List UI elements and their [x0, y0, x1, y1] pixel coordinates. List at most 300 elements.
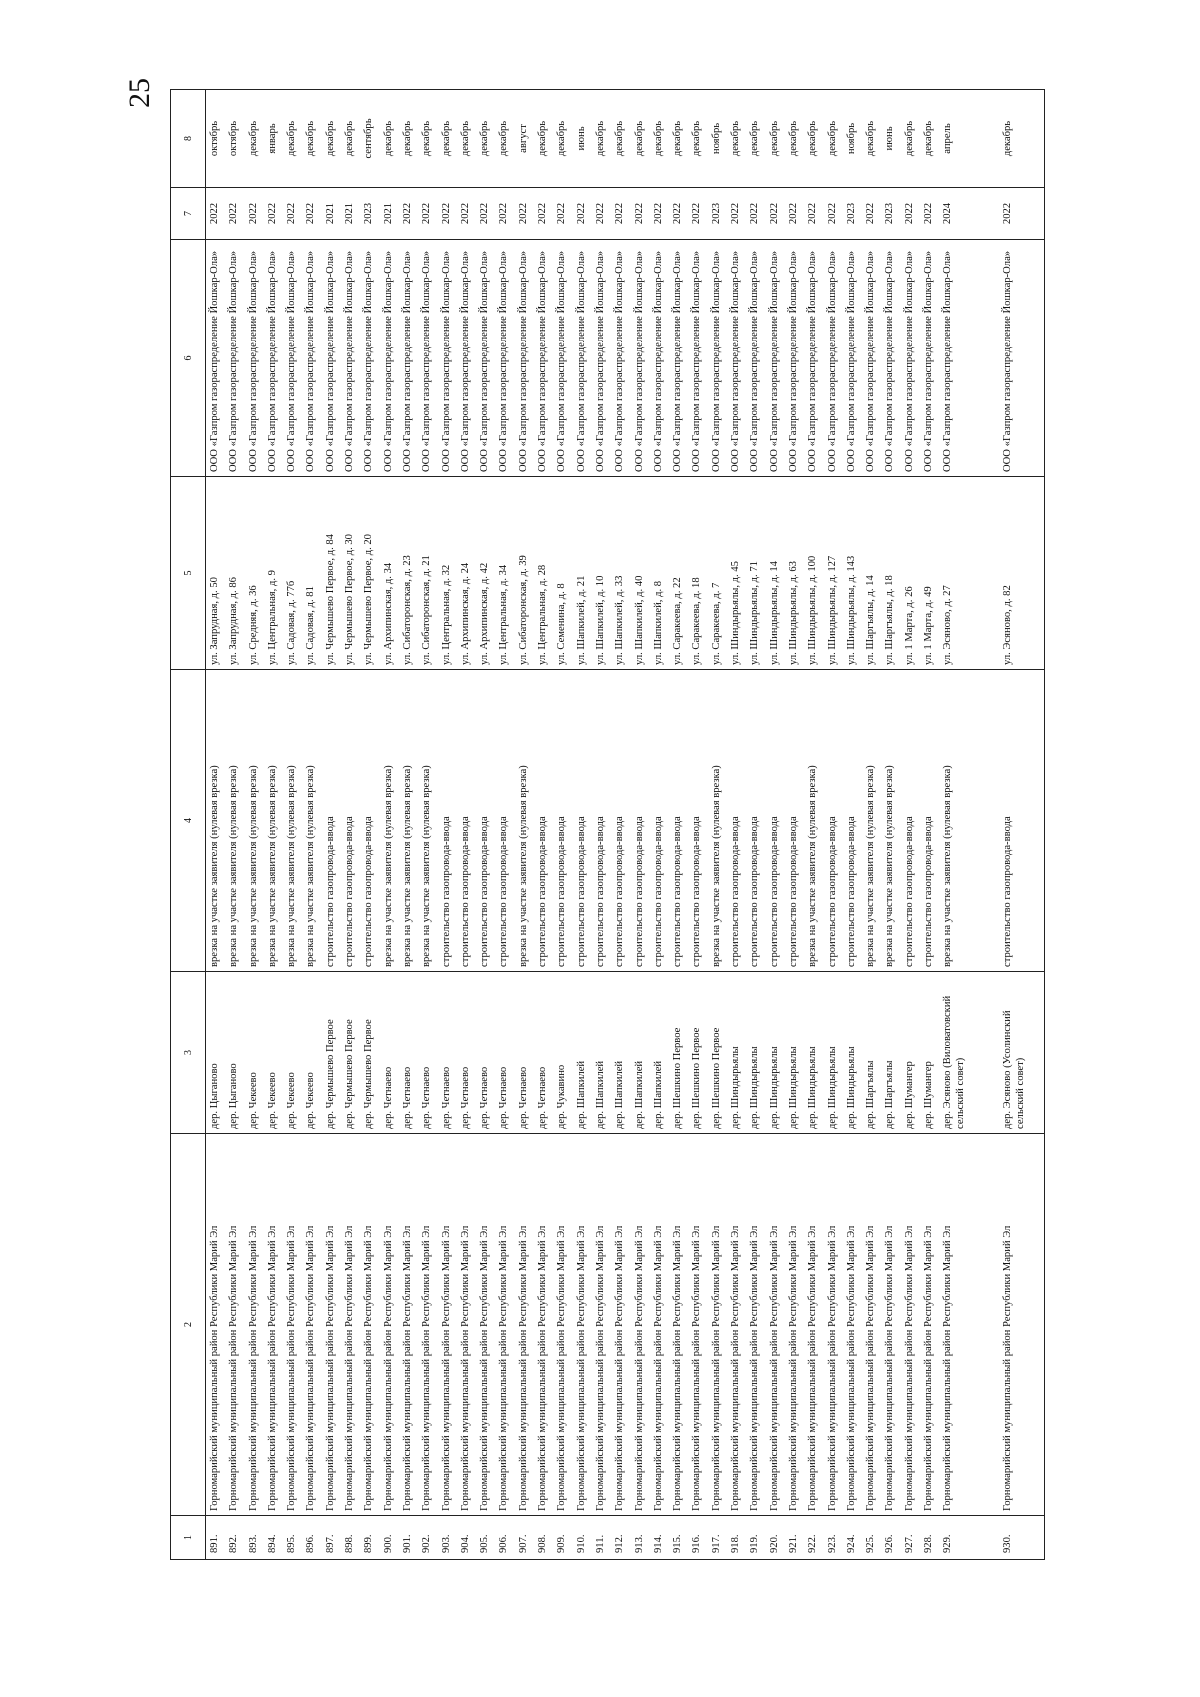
- table-row: [824, 90, 843, 1560]
- row-number: 910.: [573, 1516, 592, 1560]
- organization-cell: ООО «Газпром газораспределение Йошкар-Ола»: [418, 240, 437, 477]
- district-cell: Горномарийский муниципальный район Республики Марий Эл: [824, 1134, 843, 1516]
- settlement-cell: дер. Четнаево: [495, 972, 514, 1134]
- table-row: [302, 90, 321, 1560]
- year-cell: 2022: [999, 188, 1045, 240]
- settlement-cell: дер. Шапкилей: [611, 972, 630, 1134]
- row-number: 906.: [495, 1516, 514, 1560]
- row-number: 902.: [418, 1516, 437, 1560]
- month-cell: декабрь: [476, 90, 495, 188]
- row-number: 916.: [688, 1516, 707, 1560]
- address-cell: ул. Центральная, д. 9: [264, 477, 283, 670]
- district-cell: Горномарийский муниципальный район Республики Марий Эл: [688, 1134, 707, 1516]
- district-cell: Горномарийский муниципальный район Республики Марий Эл: [418, 1134, 437, 1516]
- district-cell: Горномарийский муниципальный район Республики Марий Эл: [438, 1134, 457, 1516]
- work-type-cell: врезка на участке заявителя (нулевая врезка): [804, 670, 823, 972]
- organization-cell: ООО «Газпром газораспределение Йошкар-Ола»: [785, 240, 804, 477]
- organization-cell: ООО «Газпром газораспределение Йошкар-Ола»: [515, 240, 534, 477]
- settlement-cell: дер. Четнаево: [515, 972, 534, 1134]
- table-row: [611, 90, 630, 1560]
- month-cell: декабрь: [245, 90, 264, 188]
- work-type-cell: врезка на участке заявителя (нулевая врезка): [245, 670, 264, 972]
- year-cell: 2021: [380, 188, 399, 240]
- address-cell: ул. Шаргъялы, д. 18: [881, 477, 900, 670]
- work-type-cell: строительство газопровода-ввода: [920, 670, 939, 972]
- table-row: [225, 90, 244, 1560]
- page-number: 25: [123, 78, 156, 108]
- settlement-cell: дер. Четнаево: [457, 972, 476, 1134]
- district-cell: Горномарийский муниципальный район Республики Марий Эл: [302, 1134, 321, 1516]
- district-cell: Горномарийский муниципальный район Республики Марий Эл: [322, 1134, 341, 1516]
- table-row: [688, 90, 707, 1560]
- table-row: [862, 90, 881, 1560]
- month-cell: декабрь: [553, 90, 572, 188]
- table-row: [264, 90, 283, 1560]
- address-cell: ул. Сибаторонская, д. 39: [515, 477, 534, 670]
- organization-cell: ООО «Газпром газораспределение Йошкар-Ола»: [380, 240, 399, 477]
- month-cell: декабрь: [380, 90, 399, 188]
- settlement-cell: дер. Четнаево: [438, 972, 457, 1134]
- address-cell: ул. Шаргъялы, д. 14: [862, 477, 881, 670]
- work-type-cell: врезка на участке заявителя (нулевая врезка): [302, 670, 321, 972]
- address-cell: ул. Запрудная, д. 50: [206, 477, 226, 670]
- row-number: 922.: [804, 1516, 823, 1560]
- address-cell: ул. Семенина, д. 8: [553, 477, 572, 670]
- row-number: 901.: [399, 1516, 418, 1560]
- year-cell: 2022: [901, 188, 920, 240]
- settlement-cell: дер. Шиндырьялы: [727, 972, 746, 1134]
- address-cell: ул. Саракеева, д. 18: [688, 477, 707, 670]
- district-cell: Горномарийский муниципальный район Республики Марий Эл: [553, 1134, 572, 1516]
- settlement-cell: дер. Шаргъялы: [862, 972, 881, 1134]
- table-row: [592, 90, 611, 1560]
- month-cell: декабрь: [688, 90, 707, 188]
- address-cell: ул. Запрудная, д. 86: [225, 477, 244, 670]
- district-cell: Горномарийский муниципальный район Республики Марий Эл: [708, 1134, 727, 1516]
- table-row: [999, 90, 1045, 1560]
- work-type-cell: врезка на участке заявителя (нулевая врезка): [283, 670, 302, 972]
- work-type-cell: строительство газопровода-ввода: [746, 670, 765, 972]
- settlement-cell: дер. Четнаево: [418, 972, 437, 1134]
- year-cell: 2022: [206, 188, 226, 240]
- month-cell: декабрь: [727, 90, 746, 188]
- year-cell: 2022: [688, 188, 707, 240]
- address-cell: ул. Архипинская, д. 34: [380, 477, 399, 670]
- settlement-cell: дер. Чекеево: [302, 972, 321, 1134]
- work-type-cell: врезка на участке заявителя (нулевая врезка): [225, 670, 244, 972]
- year-cell: 2023: [881, 188, 900, 240]
- address-cell: ул. Шиндырьялы, д. 14: [766, 477, 785, 670]
- year-cell: 2024: [939, 188, 984, 240]
- settlement-cell: дер. Шиндырьялы: [824, 972, 843, 1134]
- work-type-cell: врезка на участке заявителя (нулевая врезка): [399, 670, 418, 972]
- year-cell: 2022: [920, 188, 939, 240]
- table-row: [843, 90, 862, 1560]
- organization-cell: ООО «Газпром газораспределение Йошкар-Ола»: [592, 240, 611, 477]
- organization-cell: ООО «Газпром газораспределение Йошкар-Ола»: [688, 240, 707, 477]
- organization-cell: ООО «Газпром газораспределение Йошкар-Ола»: [727, 240, 746, 477]
- month-cell: декабрь: [495, 90, 514, 188]
- row-number: 897.: [322, 1516, 341, 1560]
- table-row: [727, 90, 746, 1560]
- district-cell: Горномарийский муниципальный район Республики Марий Эл: [495, 1134, 514, 1516]
- spacer-cell: [984, 477, 999, 670]
- row-number: 907.: [515, 1516, 534, 1560]
- row-number: 921.: [785, 1516, 804, 1560]
- district-cell: Горномарийский муниципальный район Республики Марий Эл: [901, 1134, 920, 1516]
- settlement-cell: дер. Чермышево Первое: [322, 972, 341, 1134]
- table-row: [438, 90, 457, 1560]
- settlement-cell: дер. Эсяново (Усолинский сельский совет): [999, 972, 1045, 1134]
- address-cell: ул. Шиндырьялы, д. 127: [824, 477, 843, 670]
- year-cell: 2021: [322, 188, 341, 240]
- month-cell: декабрь: [650, 90, 669, 188]
- row-number: 904.: [457, 1516, 476, 1560]
- district-cell: Горномарийский муниципальный район Республики Марий Эл: [650, 1134, 669, 1516]
- address-cell: ул. Шапкилей, д. 8: [650, 477, 669, 670]
- address-cell: ул. Эсяново, д. 82: [999, 477, 1045, 670]
- organization-cell: ООО «Газпром газораспределение Йошкар-Ола»: [495, 240, 514, 477]
- table-row: [920, 90, 939, 1560]
- settlement-cell: дер. Чермышево Первое: [360, 972, 379, 1134]
- month-cell: октябрь: [225, 90, 244, 188]
- table-row: [766, 90, 785, 1560]
- spacer-cell: [984, 1134, 999, 1516]
- table-row: [245, 90, 264, 1560]
- organization-cell: ООО «Газпром газораспределение Йошкар-Ола»: [824, 240, 843, 477]
- district-cell: Горномарийский муниципальный район Республики Марий Эл: [573, 1134, 592, 1516]
- year-cell: 2022: [592, 188, 611, 240]
- district-cell: Горномарийский муниципальный район Республики Марий Эл: [283, 1134, 302, 1516]
- year-cell: 2023: [708, 188, 727, 240]
- year-cell: 2022: [785, 188, 804, 240]
- row-number: 911.: [592, 1516, 611, 1560]
- spacer-cell: [984, 188, 999, 240]
- address-cell: ул. Шиндырьялы, д. 45: [727, 477, 746, 670]
- settlement-cell: дер. Шиндырьялы: [746, 972, 765, 1134]
- district-cell: Горномарийский муниципальный район Республики Марий Эл: [939, 1134, 984, 1516]
- column-header: 3: [171, 972, 206, 1134]
- work-type-cell: строительство газопровода-ввода: [843, 670, 862, 972]
- district-cell: Горномарийский муниципальный район Республики Марий Эл: [881, 1134, 900, 1516]
- work-type-cell: строительство газопровода-ввода: [901, 670, 920, 972]
- organization-cell: ООО «Газпром газораспределение Йошкар-Ола»: [708, 240, 727, 477]
- organization-cell: ООО «Газпром газораспределение Йошкар-Ола»: [862, 240, 881, 477]
- month-cell: декабрь: [804, 90, 823, 188]
- organization-cell: ООО «Газпром газораспределение Йошкар-Ола»: [283, 240, 302, 477]
- row-number: 895.: [283, 1516, 302, 1560]
- organization-cell: ООО «Газпром газораспределение Йошкар-Ола»: [264, 240, 283, 477]
- work-type-cell: врезка на участке заявителя (нулевая врезка): [939, 670, 984, 972]
- address-cell: ул. Шапкилей, д. 33: [611, 477, 630, 670]
- work-type-cell: строительство газопровода-ввода: [688, 670, 707, 972]
- month-cell: октябрь: [206, 90, 226, 188]
- organization-cell: ООО «Газпром газораспределение Йошкар-Ола»: [766, 240, 785, 477]
- column-header: 7: [171, 188, 206, 240]
- district-cell: Горномарийский муниципальный район Республики Марий Эл: [746, 1134, 765, 1516]
- settlement-cell: дер. Шиндырьялы: [804, 972, 823, 1134]
- table-row: [553, 90, 572, 1560]
- work-type-cell: врезка на участке заявителя (нулевая врезка): [206, 670, 226, 972]
- column-header: 5: [171, 477, 206, 670]
- month-cell: июнь: [573, 90, 592, 188]
- organization-cell: ООО «Газпром газораспределение Йошкар-Ола»: [611, 240, 630, 477]
- month-cell: ноябрь: [843, 90, 862, 188]
- district-cell: Горномарийский муниципальный район Республики Марий Эл: [341, 1134, 360, 1516]
- year-cell: 2022: [669, 188, 688, 240]
- month-cell: декабрь: [283, 90, 302, 188]
- row-spacer: [984, 90, 999, 1560]
- year-cell: 2022: [457, 188, 476, 240]
- table-row: [785, 90, 804, 1560]
- row-number: 918.: [727, 1516, 746, 1560]
- district-cell: Горномарийский муниципальный район Республики Марий Эл: [669, 1134, 688, 1516]
- address-cell: ул. Шапкилей, д. 40: [631, 477, 650, 670]
- address-cell: ул. Садовая, д. 77б: [283, 477, 302, 670]
- year-cell: 2022: [727, 188, 746, 240]
- work-type-cell: врезка на участке заявителя (нулевая врезка): [380, 670, 399, 972]
- year-cell: 2022: [245, 188, 264, 240]
- address-cell: ул. Шиндырьялы, д. 63: [785, 477, 804, 670]
- settlement-cell: дер. Шешкино Первое: [669, 972, 688, 1134]
- row-number: 920.: [766, 1516, 785, 1560]
- settlement-cell: дер. Чермышево Первое: [341, 972, 360, 1134]
- work-type-cell: строительство газопровода-ввода: [476, 670, 495, 972]
- row-number: 894.: [264, 1516, 283, 1560]
- organization-cell: ООО «Газпром газораспределение Йошкар-Ола»: [573, 240, 592, 477]
- settlement-cell: дер. Чекеево: [283, 972, 302, 1134]
- address-cell: ул. Сибаторонская, д. 21: [418, 477, 437, 670]
- organization-cell: ООО «Газпром газораспределение Йошкар-Ола»: [553, 240, 572, 477]
- settlement-cell: дер. Шапкилей: [573, 972, 592, 1134]
- organization-cell: ООО «Газпром газораспределение Йошкар-Ола»: [804, 240, 823, 477]
- row-number: 905.: [476, 1516, 495, 1560]
- district-cell: Горномарийский муниципальный район Республики Марий Эл: [534, 1134, 553, 1516]
- table-row: [708, 90, 727, 1560]
- table-row: [399, 90, 418, 1560]
- table-row: [206, 90, 226, 1560]
- year-cell: 2022: [746, 188, 765, 240]
- district-cell: Горномарийский муниципальный район Республики Марий Эл: [862, 1134, 881, 1516]
- settlement-cell: дер. Четнаево: [476, 972, 495, 1134]
- row-number: 898.: [341, 1516, 360, 1560]
- year-cell: 2022: [862, 188, 881, 240]
- district-cell: Горномарийский муниципальный район Республики Марий Эл: [360, 1134, 379, 1516]
- organization-cell: ООО «Газпром газораспределение Йошкар-Ола»: [476, 240, 495, 477]
- table-row: [495, 90, 514, 1560]
- district-cell: Горномарийский муниципальный район Республики Марий Эл: [611, 1134, 630, 1516]
- year-cell: 2021: [341, 188, 360, 240]
- district-cell: Горномарийский муниципальный район Республики Марий Эл: [766, 1134, 785, 1516]
- address-cell: ул. Шиндырьялы, д. 143: [843, 477, 862, 670]
- address-cell: ул. 1 Марта, д. 26: [901, 477, 920, 670]
- work-type-cell: строительство газопровода-ввода: [824, 670, 843, 972]
- table-row: [939, 90, 984, 1560]
- district-cell: Горномарийский муниципальный район Республики Марий Эл: [380, 1134, 399, 1516]
- work-type-cell: врезка на участке заявителя (нулевая врезка): [862, 670, 881, 972]
- settlement-cell: дер. Чекеево: [245, 972, 264, 1134]
- address-cell: ул. Саракеева, д. 22: [669, 477, 688, 670]
- table-row: [476, 90, 495, 1560]
- organization-cell: ООО «Газпром газораспределение Йошкар-Ола»: [245, 240, 264, 477]
- address-cell: ул. Сибаторонская, д. 23: [399, 477, 418, 670]
- settlement-cell: дер. Эсяново (Виловатовский сельский совет): [939, 972, 984, 1134]
- district-cell: Горномарийский муниципальный район Республики Марий Эл: [999, 1134, 1045, 1516]
- address-cell: ул. Садовая, д. 81: [302, 477, 321, 670]
- address-cell: ул. Центральная, д. 34: [495, 477, 514, 670]
- row-number: 908.: [534, 1516, 553, 1560]
- rotated-table-wrapper: [170, 90, 1027, 1560]
- year-cell: 2022: [611, 188, 630, 240]
- work-type-cell: врезка на участке заявителя (нулевая врезка): [418, 670, 437, 972]
- month-cell: декабрь: [746, 90, 765, 188]
- gasification-schedule-table: [170, 89, 1045, 1560]
- year-cell: 2022: [495, 188, 514, 240]
- organization-cell: ООО «Газпром газораспределение Йошкар-Ола»: [206, 240, 226, 477]
- month-cell: ноябрь: [708, 90, 727, 188]
- district-cell: Горномарийский муниципальный район Республики Марий Эл: [631, 1134, 650, 1516]
- row-number: 924.: [843, 1516, 862, 1560]
- month-cell: декабрь: [399, 90, 418, 188]
- table-row: [534, 90, 553, 1560]
- address-cell: ул. Чермышево Первое, д. 30: [341, 477, 360, 670]
- district-cell: Горномарийский муниципальный район Республики Марий Эл: [785, 1134, 804, 1516]
- column-header: 8: [171, 90, 206, 188]
- row-number: 919.: [746, 1516, 765, 1560]
- work-type-cell: строительство газопровода-ввода: [360, 670, 379, 972]
- row-number: 900.: [380, 1516, 399, 1560]
- month-cell: декабрь: [592, 90, 611, 188]
- row-number: 926.: [881, 1516, 900, 1560]
- organization-cell: ООО «Газпром газораспределение Йошкар-Ола»: [225, 240, 244, 477]
- year-cell: 2022: [302, 188, 321, 240]
- row-number: 891.: [206, 1516, 226, 1560]
- address-cell: ул. Эсяново, д. 27: [939, 477, 984, 670]
- spacer-cell: [984, 90, 999, 188]
- table-row: [901, 90, 920, 1560]
- address-cell: ул. Центральная, д. 32: [438, 477, 457, 670]
- month-cell: декабрь: [785, 90, 804, 188]
- year-cell: 2022: [573, 188, 592, 240]
- settlement-cell: дер. Четнаево: [534, 972, 553, 1134]
- organization-cell: ООО «Газпром газораспределение Йошкар-Ола»: [650, 240, 669, 477]
- year-cell: 2022: [418, 188, 437, 240]
- work-type-cell: строительство газопровода-ввода: [592, 670, 611, 972]
- table-row: [650, 90, 669, 1560]
- district-cell: Горномарийский муниципальный район Республики Марий Эл: [727, 1134, 746, 1516]
- address-cell: ул. Чермышево Первое, д. 20: [360, 477, 379, 670]
- district-cell: Горномарийский муниципальный район Республики Марий Эл: [245, 1134, 264, 1516]
- work-type-cell: строительство газопровода-ввода: [766, 670, 785, 972]
- organization-cell: ООО «Газпром газораспределение Йошкар-Ола»: [920, 240, 939, 477]
- settlement-cell: дер. Шиндырьялы: [843, 972, 862, 1134]
- organization-cell: ООО «Газпром газораспределение Йошкар-Ола»: [399, 240, 418, 477]
- settlement-cell: дер. Чекеево: [264, 972, 283, 1134]
- month-cell: декабрь: [322, 90, 341, 188]
- work-type-cell: врезка на участке заявителя (нулевая врезка): [881, 670, 900, 972]
- settlement-cell: дер. Шапкилей: [650, 972, 669, 1134]
- row-number: 925.: [862, 1516, 881, 1560]
- year-cell: 2022: [650, 188, 669, 240]
- organization-cell: ООО «Газпром газораспределение Йошкар-Ола»: [881, 240, 900, 477]
- organization-cell: ООО «Газпром газораспределение Йошкар-Ола»: [746, 240, 765, 477]
- organization-cell: ООО «Газпром газораспределение Йошкар-Ола»: [341, 240, 360, 477]
- month-cell: декабрь: [920, 90, 939, 188]
- column-header: 4: [171, 670, 206, 972]
- spacer-cell: [984, 240, 999, 477]
- table-row: [631, 90, 650, 1560]
- address-cell: ул. Саракеева, д. 7: [708, 477, 727, 670]
- month-cell: декабрь: [901, 90, 920, 188]
- month-cell: декабрь: [611, 90, 630, 188]
- organization-cell: ООО «Газпром газораспределение Йошкар-Ола»: [669, 240, 688, 477]
- row-number: 917.: [708, 1516, 727, 1560]
- table-row: [573, 90, 592, 1560]
- settlement-cell: дер. Цыганово: [225, 972, 244, 1134]
- organization-cell: ООО «Газпром газораспределение Йошкар-Ола»: [939, 240, 984, 477]
- year-cell: 2022: [824, 188, 843, 240]
- year-cell: 2022: [476, 188, 495, 240]
- table-row: [360, 90, 379, 1560]
- year-cell: 2022: [438, 188, 457, 240]
- district-cell: Горномарийский муниципальный район Республики Марий Эл: [843, 1134, 862, 1516]
- row-number: 912.: [611, 1516, 630, 1560]
- address-cell: ул. Центральная, д. 28: [534, 477, 553, 670]
- work-type-cell: строительство газопровода-ввода: [999, 670, 1045, 972]
- settlement-cell: дер. Чукавино: [553, 972, 572, 1134]
- work-type-cell: строительство газопровода-ввода: [573, 670, 592, 972]
- month-cell: декабрь: [824, 90, 843, 188]
- month-cell: декабрь: [438, 90, 457, 188]
- year-cell: 2022: [399, 188, 418, 240]
- row-number: 913.: [631, 1516, 650, 1560]
- year-cell: 2023: [843, 188, 862, 240]
- year-cell: 2022: [631, 188, 650, 240]
- year-cell: 2022: [804, 188, 823, 240]
- month-cell: апрель: [939, 90, 984, 188]
- settlement-cell: дер. Шумангер: [920, 972, 939, 1134]
- column-number-header-row: [171, 90, 206, 1560]
- district-cell: Горномарийский муниципальный район Республики Марий Эл: [920, 1134, 939, 1516]
- row-number: 927.: [901, 1516, 920, 1560]
- month-cell: декабрь: [862, 90, 881, 188]
- row-number: 899.: [360, 1516, 379, 1560]
- table-row: [380, 90, 399, 1560]
- district-cell: Горномарийский муниципальный район Республики Марий Эл: [457, 1134, 476, 1516]
- work-type-cell: строительство газопровода-ввода: [322, 670, 341, 972]
- spacer-cell: [984, 972, 999, 1134]
- district-cell: Горномарийский муниципальный район Республики Марий Эл: [264, 1134, 283, 1516]
- district-cell: Горномарийский муниципальный район Республики Марий Эл: [592, 1134, 611, 1516]
- work-type-cell: строительство газопровода-ввода: [727, 670, 746, 972]
- year-cell: 2022: [283, 188, 302, 240]
- spacer-cell: [984, 670, 999, 972]
- organization-cell: ООО «Газпром газораспределение Йошкар-Ола»: [843, 240, 862, 477]
- address-cell: ул. Шапкилей, д. 10: [592, 477, 611, 670]
- organization-cell: ООО «Газпром газораспределение Йошкар-Ола»: [631, 240, 650, 477]
- work-type-cell: строительство газопровода-ввода: [785, 670, 804, 972]
- work-type-cell: строительство газопровода-ввода: [631, 670, 650, 972]
- row-number: 896.: [302, 1516, 321, 1560]
- organization-cell: ООО «Газпром газораспределение Йошкар-Ола»: [534, 240, 553, 477]
- work-type-cell: строительство газопровода-ввода: [534, 670, 553, 972]
- address-cell: ул. 1 Марта, д. 49: [920, 477, 939, 670]
- address-cell: ул. Шапкилей, д. 21: [573, 477, 592, 670]
- table-row: [418, 90, 437, 1560]
- month-cell: сентябрь: [360, 90, 379, 188]
- organization-cell: ООО «Газпром газораспределение Йошкар-Ола»: [457, 240, 476, 477]
- year-cell: 2022: [264, 188, 283, 240]
